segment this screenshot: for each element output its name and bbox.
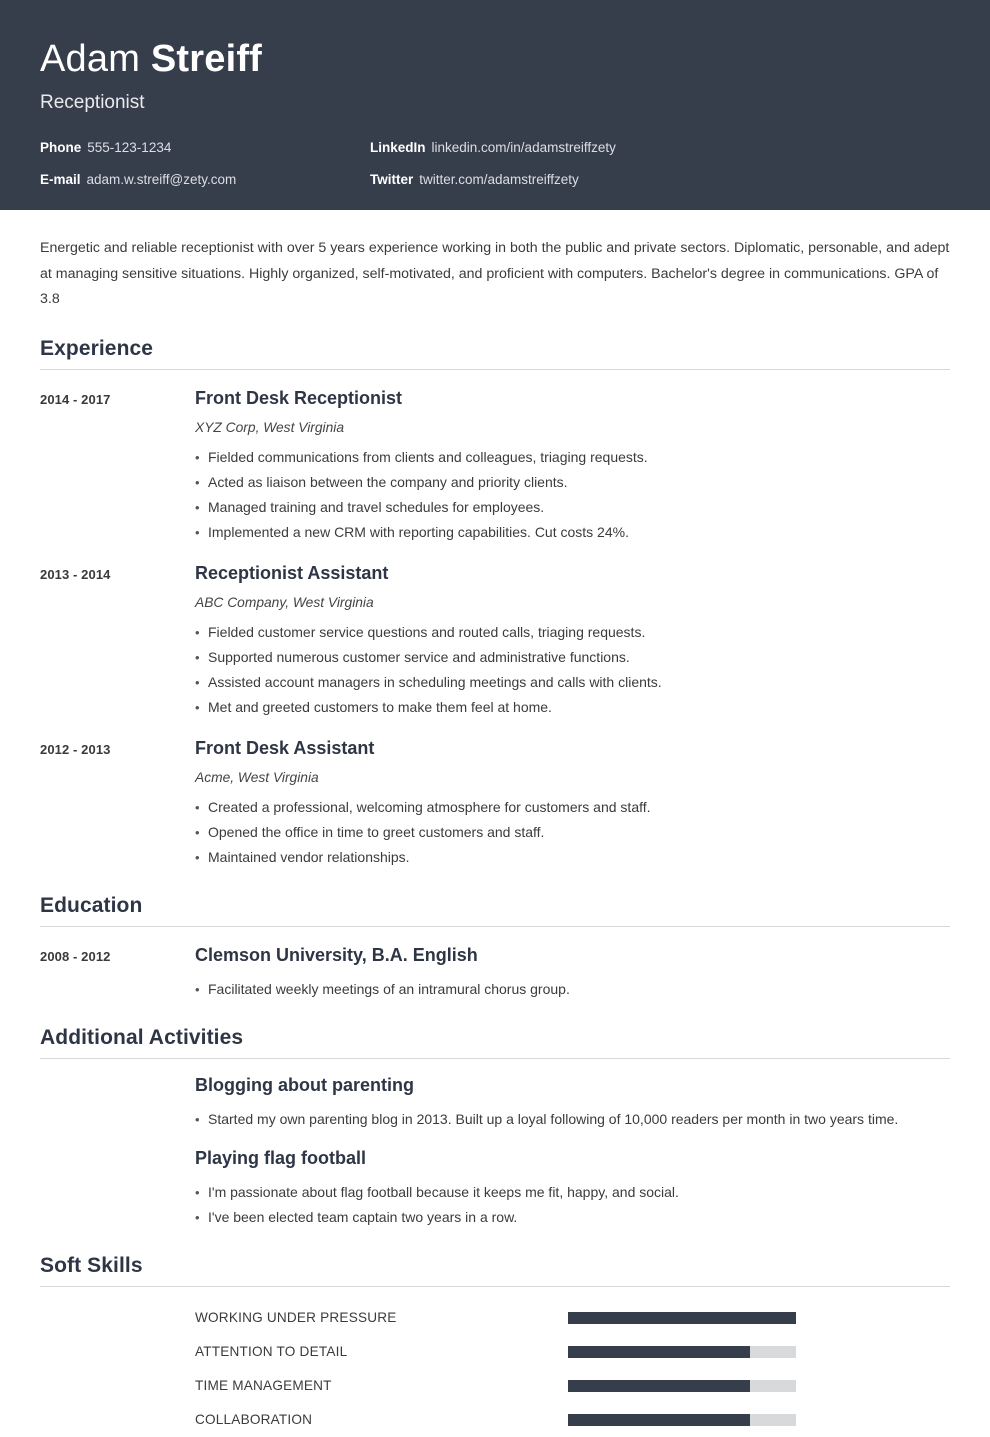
entry-company: XYZ Corp, West Virginia [195, 419, 345, 435]
entry-main [195, 561, 950, 720]
first-name: Adam [40, 38, 141, 80]
contact-twitter-value[interactable]: twitter.com/adamstreiffzety [419, 172, 579, 187]
bullet-item: • Managed training and travel schedules for employees. [195, 495, 950, 520]
skill-level-track [568, 1380, 796, 1392]
experience-entry [40, 386, 950, 545]
bullet-item: • Fielded customer service questions and routed calls, triaging requests. [195, 620, 950, 645]
bullet-item: • Started my own parenting blog in 2013. Built up a loyal following of 10,000 readers per month in two years time. [195, 1107, 950, 1132]
bullet-item: • Fielded communications from clients and colleagues, triaging requests. [195, 445, 950, 470]
section-divider [40, 369, 950, 370]
section-soft-skills [40, 1252, 950, 1437]
bullet-item: • Met and greeted customers to make them feel at home. [195, 695, 950, 720]
activity-entry [40, 1146, 950, 1230]
resume-header [0, 0, 990, 210]
entry-bullets [195, 620, 950, 720]
skill-row [40, 1301, 950, 1335]
education-entry [40, 943, 950, 1002]
entry-main [195, 386, 950, 545]
soft-skills-list [40, 1301, 950, 1437]
entry-bullets [195, 1107, 950, 1132]
entry-role: Front Desk Receptionist [195, 387, 403, 408]
entry-date: 2012 - 2013 [40, 741, 111, 757]
section-divider [40, 1058, 950, 1059]
activity-title: Blogging about parenting [195, 1074, 414, 1095]
section-title-activities: Additional Activities [40, 1025, 244, 1049]
skill-label: WORKING UNDER PRESSURE [195, 1309, 397, 1325]
bullet-item: • Created a professional, welcoming atmosphere for customers and staff. [195, 795, 950, 820]
bullet-item: • Facilitated weekly meetings of an intramural chorus group. [195, 977, 950, 1002]
contact-phone [40, 138, 370, 158]
contact-email-label: E-mail [40, 172, 81, 187]
entry-company: Acme, West Virginia [195, 769, 319, 785]
professional-summary: Energetic and reliable receptionist with over 5 years experience working in both the public and private sectors. Diplomatic, personable, and adept at managing sensitive situations. Highly organized, self-motivated, and proficient with computers. Bachelor's degree in communications. GPA of 3.8 [40, 240, 950, 307]
entry-date: 2014 - 2017 [40, 391, 111, 407]
skill-level-track [568, 1312, 796, 1324]
job-title: Receptionist [40, 92, 145, 113]
skill-level-fill [568, 1380, 750, 1392]
skill-label: ATTENTION TO DETAIL [195, 1343, 348, 1359]
skill-row [40, 1403, 950, 1437]
skill-row [40, 1335, 950, 1369]
bullet-item: • Opened the office in time to greet customers and staff. [195, 820, 950, 845]
bullet-item: • Supported numerous customer service and administrative functions. [195, 645, 950, 670]
skill-level-track [568, 1346, 796, 1358]
skill-level-fill [568, 1346, 750, 1358]
activity-title: Playing flag football [195, 1147, 367, 1168]
entry-bullets [195, 1180, 950, 1230]
contact-phone-value: 555-123-1234 [87, 140, 172, 155]
contact-linkedin-label: LinkedIn [370, 140, 426, 155]
bullet-item: • I've been elected team captain two years in a row. [195, 1205, 950, 1230]
entry-main [195, 736, 950, 870]
entry-main [195, 1146, 950, 1230]
bullet-item: • I'm passionate about flag football because it keeps me fit, happy, and social. [195, 1180, 950, 1205]
entry-date: 2013 - 2014 [40, 566, 111, 582]
resume-body [0, 236, 990, 1437]
candidate-name [40, 36, 950, 82]
entry-degree: Clemson University, B.A. English [195, 944, 478, 965]
section-title-education: Education [40, 893, 143, 917]
entry-role: Front Desk Assistant [195, 737, 375, 758]
section-title-experience: Experience [40, 336, 154, 360]
contact-email-value[interactable]: adam.w.streiff@zety.com [86, 172, 237, 187]
activity-entry [40, 1073, 950, 1132]
contact-email[interactable] [40, 170, 370, 190]
entry-bullets [195, 795, 950, 870]
contact-linkedin[interactable] [370, 138, 950, 158]
contact-phone-label: Phone [40, 140, 82, 155]
last-name: Streiff [150, 38, 263, 80]
skill-label: COLLABORATION [195, 1411, 313, 1427]
section-education [40, 892, 950, 1002]
section-title-soft-skills: Soft Skills [40, 1253, 143, 1277]
section-divider [40, 926, 950, 927]
contact-twitter[interactable] [370, 170, 950, 190]
section-divider [40, 1286, 950, 1287]
skill-row [40, 1369, 950, 1403]
section-additional-activities [40, 1024, 950, 1230]
entry-role: Receptionist Assistant [195, 562, 389, 583]
contact-linkedin-value[interactable]: linkedin.com/in/adamstreiffzety [431, 140, 616, 155]
entry-bullets [195, 445, 950, 545]
bullet-item: • Acted as liaison between the company and priority clients. [195, 470, 950, 495]
entry-date: 2008 - 2012 [40, 948, 111, 964]
skill-level-fill [568, 1312, 796, 1324]
entry-bullets [195, 977, 950, 1002]
bullet-item: • Implemented a new CRM with reporting capabilities. Cut costs 24%. [195, 520, 950, 545]
skill-label: TIME MANAGEMENT [195, 1377, 332, 1393]
entry-company: ABC Company, West Virginia [195, 594, 374, 610]
entry-main [195, 1073, 950, 1132]
bullet-item: • Maintained vendor relationships. [195, 845, 950, 870]
entry-main [195, 943, 950, 1002]
experience-entry [40, 736, 950, 870]
contact-details [40, 138, 950, 190]
section-experience [40, 335, 950, 870]
contact-twitter-label: Twitter [370, 172, 414, 187]
experience-entry [40, 561, 950, 720]
bullet-item: • Assisted account managers in scheduling meetings and calls with clients. [195, 670, 950, 695]
skill-level-fill [568, 1414, 750, 1426]
skill-level-track [568, 1414, 796, 1426]
